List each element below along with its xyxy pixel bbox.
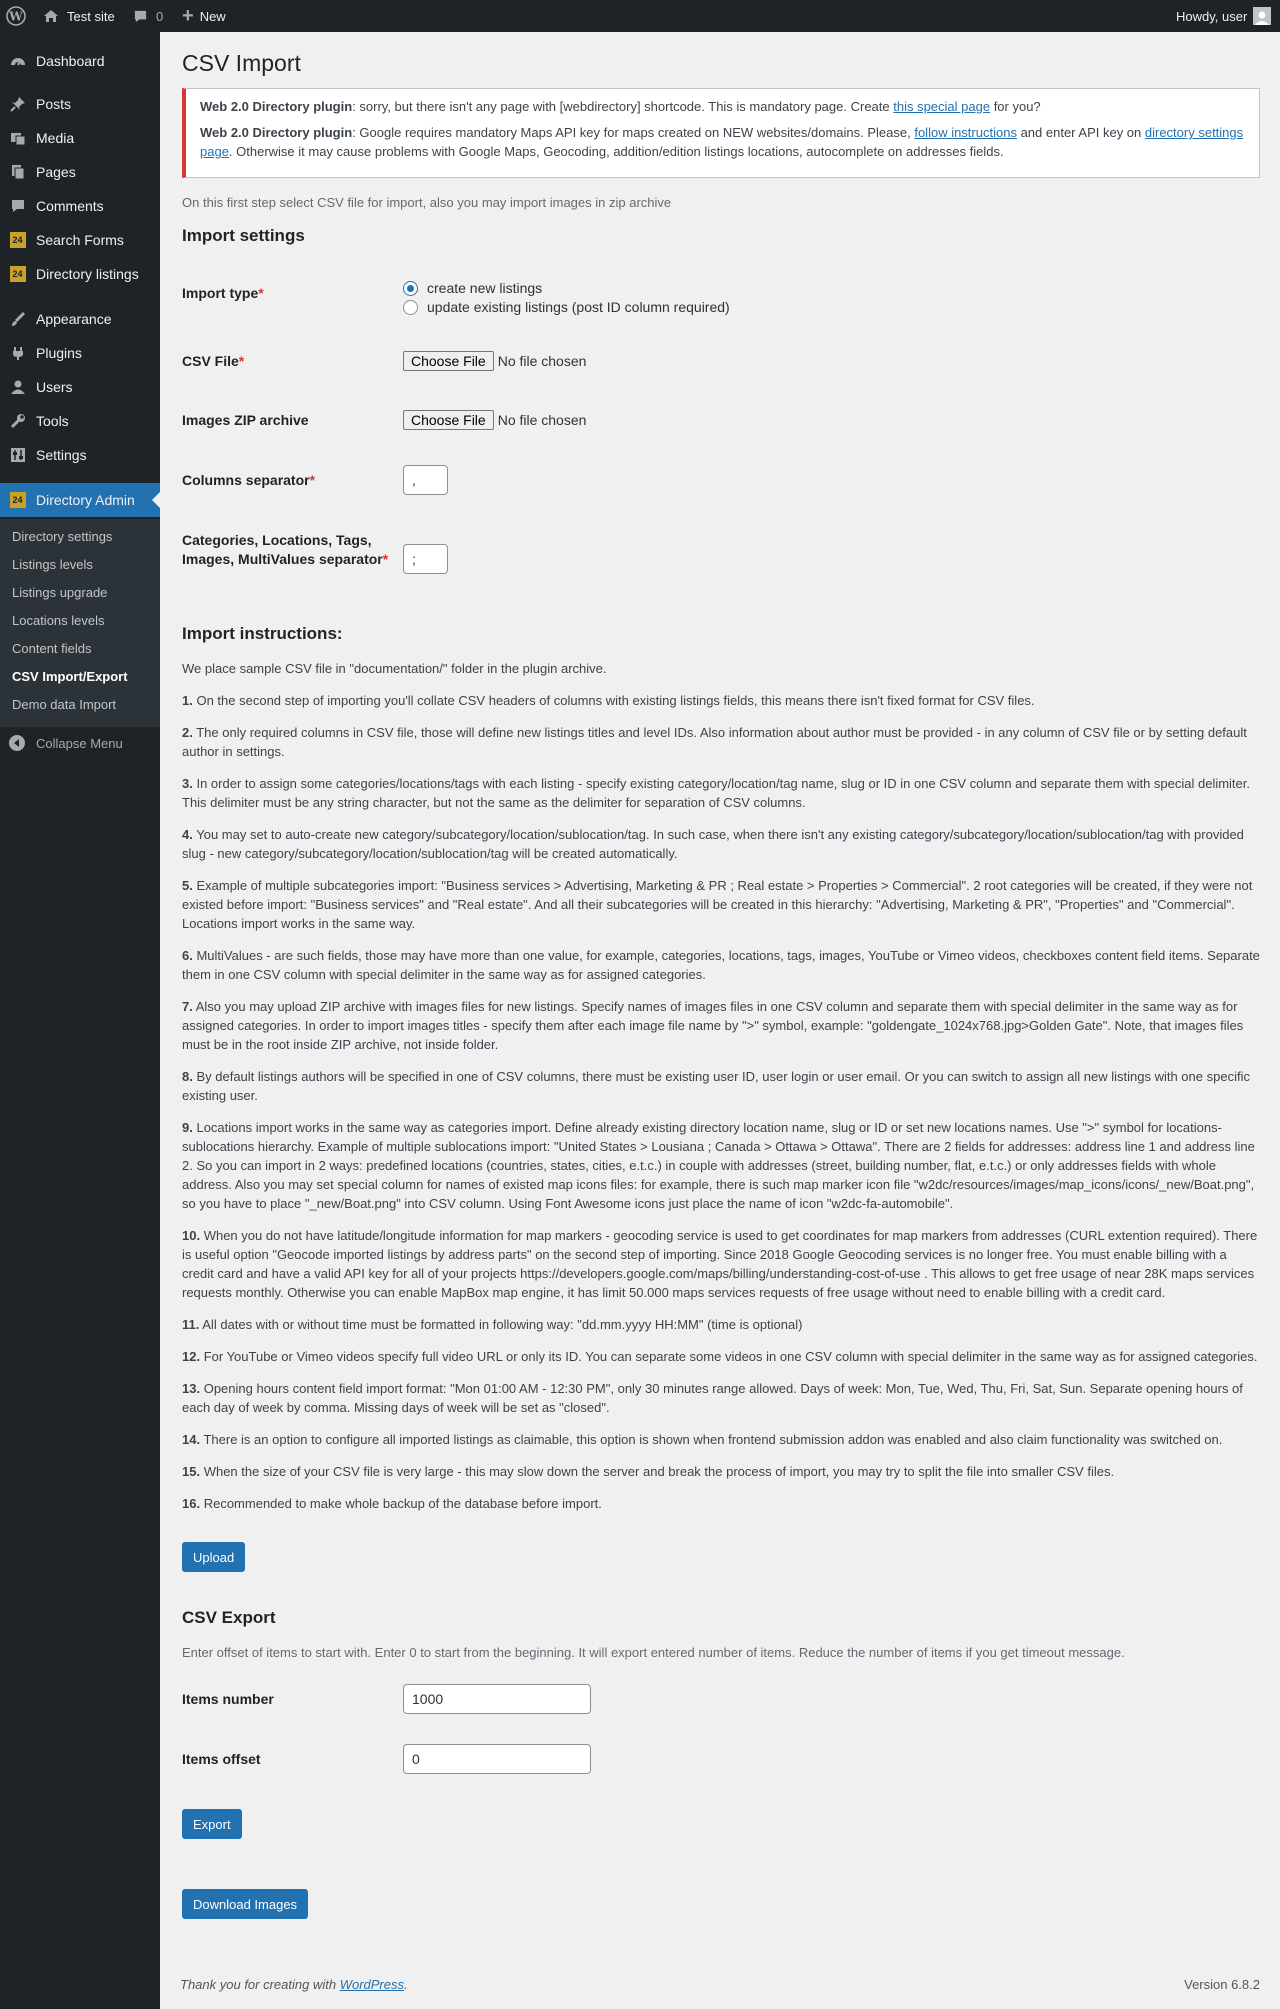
required-marker: * <box>238 353 245 369</box>
item-number: 12. <box>182 1349 201 1364</box>
item-text: For YouTube or Vimeo videos specify full video URL or only its ID. You can separate some videos in one CSV column with special delimiter in the same way as for assigned categories. <box>203 1349 1258 1364</box>
sidebar-label: Directory Admin <box>36 492 135 508</box>
images-zip-input[interactable] <box>403 410 586 430</box>
sidebar-item-dashboard[interactable] <box>0 44 160 78</box>
item-number: 11. <box>182 1317 200 1332</box>
brush-icon <box>9 311 26 327</box>
columns-separator-label <box>182 471 392 490</box>
label-text: Categories, Locations, Tags, Images, MultiValues separator <box>182 532 383 567</box>
pin-icon <box>9 96 26 112</box>
submenu-content-fields[interactable]: Content fields <box>12 641 92 656</box>
sidebar-item-media[interactable] <box>0 121 160 155</box>
item-number: 2. <box>182 725 193 740</box>
instruction-item <box>182 946 1260 984</box>
instruction-item <box>182 1118 1260 1213</box>
item-number: 13. <box>182 1381 201 1396</box>
item-text: Locations import works in the same way as categories import. Define already existing directory location name, slug or ID or set new locations names. Use ">" symbol for locations-sublocations hierarchy. Example of multiple sublocations import: "United States > Lousiana ; Canada > Ottawa > Ottawa". There are 2 fields for addresses: address line 1 and address line 2. So you can import in 2 ways: predefined locations (countries, states, cities, e.t.c.) in couple with addresses (street, building number, flat, e.t.c.) or only addresses fields with whole address. Also you may set special column for names of existed map icons files: for example, there is such map marker icon file "w2dc/resources/images/map_icons/icons/_new/Boat.png", so you have to place "_new/Boat.png" into CSV column. Using Font Awesome icons just place the name of icon "w2dc-fa-automobile". <box>182 1120 1255 1211</box>
label-text: CSV File <box>182 353 239 369</box>
item-text: When the size of your CSV file is very large - this may slow down the server and break the process of import, you may try to split the file into smaller CSV files. <box>203 1464 1115 1479</box>
svg-text:W: W <box>9 9 23 24</box>
item-number: 1. <box>182 693 193 708</box>
radio-label: update existing listings (post ID column required) <box>427 299 730 315</box>
import-type-label <box>182 284 392 303</box>
collapse-icon <box>9 735 25 751</box>
export-button[interactable]: Export <box>182 1809 242 1839</box>
wordpress-logo-icon[interactable] <box>6 0 26 32</box>
plugin-logo-icon: 24 <box>9 232 26 248</box>
wordpress-link[interactable]: WordPress <box>339 1977 404 1992</box>
new-content-link[interactable] <box>182 0 226 32</box>
sidebar-label: Dashboard <box>36 53 105 69</box>
radio-create-new[interactable] <box>403 280 542 296</box>
item-text: On the second step of importing you'll collate CSV headers of columns with existing listings fields, this means there isn't fixed format for CSV files. <box>196 693 1035 708</box>
sidebar-label: Comments <box>36 198 104 214</box>
sidebar-item-comments[interactable] <box>0 189 160 223</box>
sidebar-label: Users <box>36 379 73 395</box>
sidebar-item-search-forms[interactable] <box>0 223 160 257</box>
site-name: Test site <box>67 8 115 24</box>
items-number-input[interactable]: 1000 <box>403 1684 591 1714</box>
instruction-item <box>182 1315 1260 1334</box>
item-number: 4. <box>182 827 193 842</box>
items-number-label: Items number <box>182 1691 274 1707</box>
sidebar-label: Posts <box>36 96 72 112</box>
page-title: CSV Import <box>182 50 301 76</box>
download-images-button[interactable]: Download Images <box>182 1889 308 1919</box>
sidebar-item-directory-listings[interactable] <box>0 257 160 291</box>
wrench-icon <box>9 413 26 429</box>
item-number: 5. <box>182 878 193 893</box>
radio-checked[interactable] <box>403 281 418 296</box>
plus-icon: + <box>182 4 194 27</box>
instruction-item <box>182 1226 1260 1302</box>
sidebar-label: Tools <box>36 413 69 429</box>
footer-version: Version 6.8.2 <box>1184 1977 1260 1992</box>
no-file-text: No file chosen <box>497 412 587 428</box>
notice-plugin-name: Web 2.0 Directory plugin <box>200 99 353 114</box>
sidebar-label: Appearance <box>36 311 112 327</box>
sidebar-label: Search Forms <box>36 232 124 248</box>
footer <box>180 1977 1260 1992</box>
notice-text: for you? <box>990 99 1041 114</box>
import-instructions-heading: Import instructions: <box>182 624 343 643</box>
item-text: The only required columns in CSV file, those will define new listings titles and level IDs. Also information about author must be provided - in any column of CSV file or by setting default author in settings. <box>182 725 1247 759</box>
new-label: New <box>199 8 226 24</box>
required-marker: * <box>258 285 264 301</box>
required-marker: * <box>309 472 316 488</box>
directory-settings-link[interactable]: directory settings page <box>200 125 1244 159</box>
special-page-link[interactable]: this special page <box>893 99 991 114</box>
sidebar-label: Plugins <box>36 345 82 361</box>
notice-text: and enter API key on <box>1016 125 1145 140</box>
item-text: By default listings authors will be specified in one of CSV columns, there must be existing user ID, user login or user email. Or you can switch to assign all new listings with one specific existing user. <box>182 1069 1250 1103</box>
plugin-logo-icon: 24 <box>9 492 26 508</box>
collapse-label: Collapse Menu <box>36 735 123 751</box>
item-text: In order to assign some categories/locations/tags with each listing - specify existing category/location/tag name, slug or ID in one CSV column and separate them with special delimiter. This delimiter must be any string character, but not the same as the delimiter for separation of CSV columns. <box>182 776 1251 810</box>
label-text: Columns separator <box>182 472 310 488</box>
sidebar-item-users[interactable] <box>0 370 160 404</box>
media-icon <box>9 130 26 146</box>
instruction-item <box>182 1462 1260 1481</box>
multi-separator-input[interactable]: ; <box>403 544 448 574</box>
footer-text: Thank you for creating with <box>180 1977 340 1992</box>
intro-text: On this first step select CSV file for import, also you may import images in zip archive <box>182 195 672 210</box>
item-text: When you do not have latitude/longitude information for map markers - geocoding service is used to get coordinates for map markers from addresses (CURL extention required). There is useful option "Geocode imported listings by address parts" on the second step of importing. Since 2018 Google Geocoding services is no longer free. You must enable billing with a credit card and have a valid API key for all of your projects https://developers.google.com/maps/billing/understanding-cost-of-use . This allows to get free usage of near 28K maps services requests monthly. Otherwise you can enable MapBox map engine, it has limit 50.000 maps services requests of free usage without need to enable billing with a credit card. <box>182 1228 1258 1300</box>
sidebar-item-plugins[interactable] <box>0 336 160 370</box>
item-number: 3. <box>182 776 193 791</box>
account-menu[interactable] <box>1176 0 1271 32</box>
radio-label: create new listings <box>427 280 543 296</box>
upload-button[interactable]: Upload <box>182 1542 245 1572</box>
notice-api-key <box>200 123 1247 161</box>
plug-icon <box>9 345 26 361</box>
items-offset-input[interactable]: 0 <box>403 1744 591 1774</box>
directory-admin-submenu <box>0 519 160 727</box>
import-settings-heading: Import settings <box>182 226 305 245</box>
radio-unchecked[interactable] <box>403 300 418 315</box>
instruction-item <box>182 1347 1260 1366</box>
plugin-logo-icon: 24 <box>9 266 26 282</box>
collapse-menu-button[interactable] <box>9 735 123 751</box>
sidebar-item-posts[interactable] <box>0 87 160 121</box>
item-number: 8. <box>182 1069 193 1084</box>
csv-file-label <box>182 352 392 371</box>
item-number: 10. <box>182 1228 201 1243</box>
instruction-item <box>182 723 1260 761</box>
settings-icon <box>9 447 26 463</box>
item-text: Recommended to make whole backup of the database before import. <box>203 1496 602 1511</box>
item-text: You may set to auto-create new category/subcategory/location/sublocation/tag. In such case, when there isn't any existing category/subcategory/location/sublocation/tag with provided slug - new category/subcategory/location/sublocation/tag will be created automatically. <box>182 827 1244 861</box>
sidebar-label: Media <box>36 130 75 146</box>
submenu-directory-settings[interactable]: Directory settings <box>12 529 113 544</box>
home-icon <box>43 8 59 24</box>
required-marker: * <box>382 551 389 567</box>
howdy-text: Howdy, user <box>1176 8 1248 24</box>
item-number: 7. <box>182 999 193 1014</box>
choose-file-button[interactable]: Choose File <box>403 351 494 371</box>
comment-icon <box>133 9 148 24</box>
notice-text: : Google requires mandatory Maps API key for maps created on NEW websites/domains. Please, <box>352 125 915 140</box>
instructions-intro: We place sample CSV file in "documentation/" folder in the plugin archive. <box>182 661 607 676</box>
error-notice <box>182 88 1260 178</box>
item-text: Also you may upload ZIP archive with images files for new listings. Specify names of images files in one CSV column and separate them with special delimiter in the same way as for assigned categories. In order to import images titles - specify them after each image file name by ">" symbol, example: "goldengate_1024x768.jpg>Golden Gate". Note, that images files must be in the root inside ZIP archive, not inside folder. <box>182 999 1244 1052</box>
images-zip-label: Images ZIP archive <box>182 412 309 428</box>
item-number: 9. <box>182 1120 193 1135</box>
comments-link[interactable] <box>133 0 163 32</box>
notice-text: : sorry, but there isn't any page with [webdirectory] shortcode. This is mandatory page. Create <box>352 99 894 114</box>
sidebar-label: Settings <box>36 447 87 463</box>
csv-export-heading: CSV Export <box>182 1608 276 1627</box>
item-text: Example of multiple subcategories import: "Business services > Advertising, Marketing & PR ; Real estate > Properties > Commercial". 2 root categories will be created, if they were not existed before import: "Business services" and "Real estate". And all their subcategories will be created in this hierarchy: "Advertising, Marketing & PR", "Properties" and "Commercial". Locations import works in the same way. <box>182 878 1253 931</box>
footer-thanks <box>180 1977 408 1992</box>
choose-file-button[interactable]: Choose File <box>403 410 494 430</box>
site-link[interactable] <box>43 0 115 32</box>
multi-separator-label <box>182 531 392 569</box>
export-description: Enter offset of items to start with. Enter 0 to start from the beginning. It will export entered number of items. Reduce the number of items if you get timeout message. <box>182 1645 1125 1660</box>
instruction-item <box>182 1067 1260 1105</box>
sidebar-label: Pages <box>36 164 76 180</box>
radio-update-existing[interactable] <box>403 299 730 315</box>
item-text: MultiValues - are such fields, those may have more than one value, for example, categories, locations, tags, images, YouTube or Vimeo videos, checkboxes content field items. Separate them in one CSV column with special delimiter in the same way as for assigned categories. <box>182 948 1260 982</box>
instruction-item <box>182 1494 1260 1513</box>
comments-icon <box>9 198 26 214</box>
item-number: 6. <box>182 948 193 963</box>
user-icon <box>9 379 26 395</box>
item-number: 15. <box>182 1464 201 1479</box>
sidebar-item-tools[interactable] <box>0 404 160 438</box>
instruction-item <box>182 691 1260 710</box>
follow-instructions-link[interactable]: follow instructions <box>914 125 1017 140</box>
columns-separator-input[interactable]: , <box>403 465 448 495</box>
submenu-listings-upgrade[interactable]: Listings upgrade <box>12 585 108 600</box>
instruction-item <box>182 997 1260 1054</box>
no-file-text: No file chosen <box>497 353 587 369</box>
instruction-item <box>182 876 1260 933</box>
avatar <box>1253 7 1271 25</box>
submenu-listings-levels[interactable]: Listings levels <box>12 557 93 572</box>
submenu-locations-levels[interactable]: Locations levels <box>12 613 105 628</box>
footer-text: . <box>404 1977 408 1992</box>
sidebar-label: Directory listings <box>36 266 139 282</box>
dashboard-icon <box>9 53 26 69</box>
notice-shortcode <box>200 97 1247 116</box>
items-offset-label: Items offset <box>182 1751 261 1767</box>
instruction-item <box>182 825 1260 863</box>
sidebar-item-pages[interactable] <box>0 155 160 189</box>
sidebar-item-appearance[interactable] <box>0 302 160 336</box>
instruction-item <box>182 1379 1260 1417</box>
item-text: Opening hours content field import format: "Mon 01:00 AM - 12:30 PM", only 30 minutes range allowed. Days of week: Mon, Tue, Wed, Thu, Fri, Sat, Sun. Separate opening hours of each day of week by comma. Missing days of week will be set as "closed". <box>182 1381 1243 1415</box>
instruction-item <box>182 1430 1260 1449</box>
csv-file-input[interactable] <box>403 351 586 371</box>
item-text: There is an option to configure all imported listings as claimable, this option is shown when frontend submission addon was enabled and also claim functionality was switched on. <box>203 1432 1223 1447</box>
label-text: Import type <box>182 285 259 301</box>
admin-sidebar <box>0 32 160 2009</box>
item-number: 16. <box>182 1496 201 1511</box>
sidebar-item-directory-admin[interactable] <box>0 483 160 517</box>
notice-plugin-name: Web 2.0 Directory plugin <box>200 125 353 140</box>
submenu-csv-import-export[interactable]: CSV Import/Export <box>12 669 128 684</box>
comment-count: 0 <box>156 8 164 24</box>
admin-bar <box>0 0 1280 32</box>
item-number: 14. <box>182 1432 201 1447</box>
instruction-item <box>182 774 1260 812</box>
notice-text: . Otherwise it may cause problems with Google Maps, Geocoding, addition/edition listings locations, autocomplete on addresses fields. <box>228 144 1004 159</box>
sidebar-item-settings[interactable] <box>0 438 160 472</box>
pages-icon <box>9 164 26 180</box>
item-text: All dates with or without time must be formatted in following way: "dd.mm.yyyy HH:MM" (time is optional) <box>202 1317 803 1332</box>
submenu-demo-data-import[interactable]: Demo data Import <box>12 697 117 712</box>
